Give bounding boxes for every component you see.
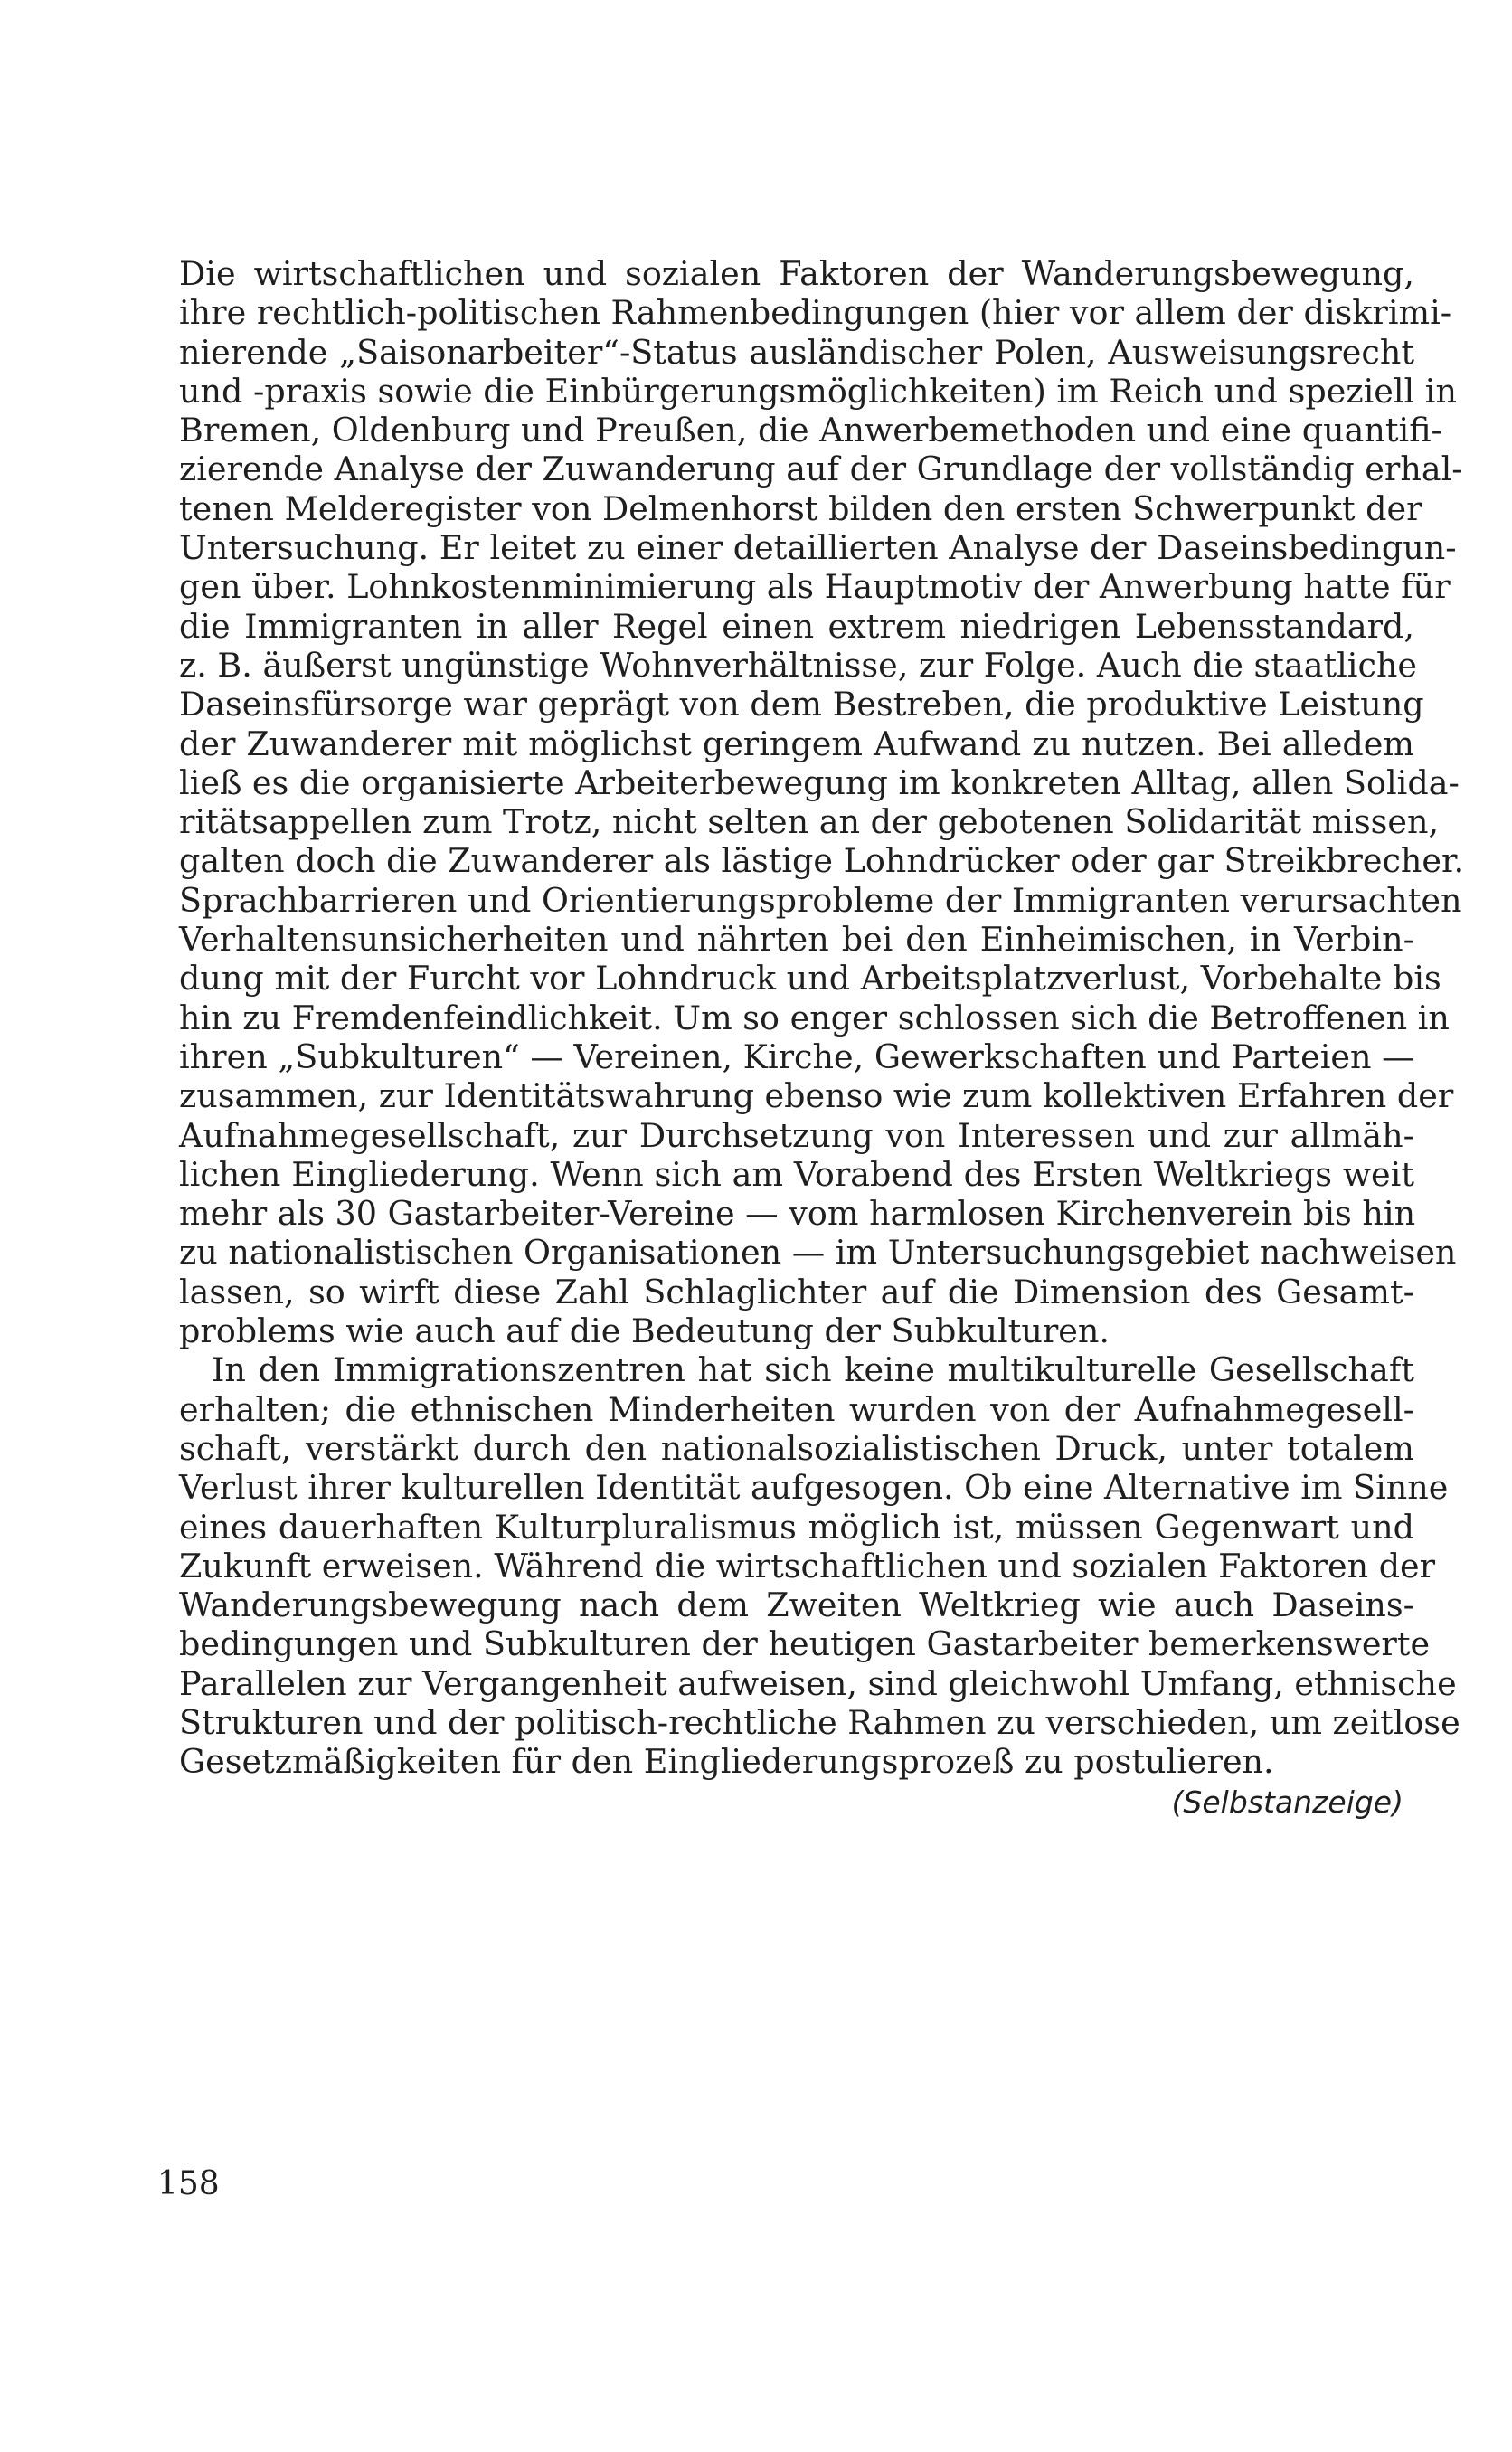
text-line: galten doch die Zuwanderer als lästige Lohndrücker oder gar Streikbrecher. [179, 841, 1465, 881]
text-line: Aufnahmegesellschaft, zur Durchsetzung von Interessen und zur allmäh- [179, 1115, 1414, 1155]
text-line: In den Immigrationszentren hat sich keine multikulturelle Gesellschaft [212, 1350, 1414, 1390]
text-line: und -praxis sowie die Einbürgerungsmöglichkeiten) im Reich und speziell in [179, 371, 1457, 411]
text-line: ritätsappellen zum Trotz, nicht selten an der gebotenen Solidarität missen, [179, 802, 1440, 842]
text-line: bedingungen und Subkulturen der heutigen Gastarbeiter bemerkenswerte [179, 1624, 1431, 1664]
signature: (Selbstanzeige) [1171, 1784, 1403, 1820]
text-line: problems wie auch auf die Bedeutung der Subkulturen. [179, 1311, 1110, 1351]
text-line: tenen Melderegister von Delmenhorst bilden den ersten Schwerpunkt der [179, 488, 1422, 528]
text-line: zusammen, zur Identitätswahrung ebenso wie zum kollektiven Erfahren der [179, 1076, 1454, 1116]
text-line: Verlust ihrer kulturellen Identität aufgesogen. Ob eine Alternative im Sinne [179, 1468, 1449, 1508]
signature-line [179, 1782, 1414, 1822]
text-line: lichen Eingliederung. Wenn sich am Vorabend des Ersten Weltkriegs weit [179, 1154, 1414, 1194]
text-line: lassen, so wirft diese Zahl Schlaglichter auf die Dimension des Gesamt- [179, 1272, 1414, 1311]
text-line: die Immigranten in aller Regel einen extrem niedrigen Lebensstandard, [179, 606, 1414, 646]
text-line: Gesetzmäßigkeiten für den Eingliederungsprozeß zu postulieren. [179, 1742, 1274, 1782]
text-line: nierende „Saisonarbeiter“-Status ausländischer Polen, Ausweisungsrecht [179, 332, 1414, 372]
body-text [179, 254, 1465, 1822]
text-line: gen über. Lohnkostenminimierung als Hauptmotiv der Anwerbung hatte für [179, 567, 1451, 607]
text-line: Die wirtschaftlichen und sozialen Faktoren der Wanderungsbewegung, [179, 254, 1414, 293]
text-line: dung mit der Furcht vor Lohndruck und Arbeitsplatzverlust, Vorbehalte bis [179, 959, 1441, 999]
text-line: Zukunft erweisen. Während die wirtschaftlichen und sozialen Faktoren der [179, 1546, 1436, 1586]
text-line: Untersuchung. Er leitet zu einer detaillierten Analyse der Daseinsbedingun- [179, 528, 1457, 568]
text-line: schaft, verstärkt durch den nationalsozialistischen Druck, unter totalem [179, 1428, 1414, 1468]
text-line: Parallelen zur Vergangenheit aufweisen, sind gleichwohl Umfang, ethnische [179, 1663, 1457, 1703]
text-line: Wanderungsbewegung nach dem Zweiten Weltkrieg wie auch Daseins- [179, 1586, 1414, 1625]
text-line: erhalten; die ethnischen Minderheiten wurden von der Aufnahmegesell- [179, 1389, 1414, 1429]
text-line: z. B. äußerst ungünstige Wohnverhältnisse, zur Folge. Auch die staatliche [179, 645, 1418, 685]
text-line: hin zu Fremdenfeindlichkeit. Um so enger schlossen sich die Betroffenen in [179, 998, 1450, 1037]
paragraph-2 [179, 1350, 1460, 1782]
text-line: eines dauerhaften Kulturpluralismus möglich ist, müssen Gegenwart und [179, 1507, 1414, 1547]
page-number: 158 [157, 2165, 220, 2202]
text-line: Bremen, Oldenburg und Preußen, die Anwerbemethoden und eine quantifi- [179, 411, 1442, 450]
paragraph-1 [179, 254, 1465, 1351]
text-line: Strukturen und der politisch-rechtliche Rahmen zu verschieden, um zeitlose [179, 1702, 1460, 1742]
text-line: ihre rechtlich-politischen Rahmenbedingungen (hier vor allem der diskrimi- [179, 293, 1452, 333]
text-line: zierende Analyse der Zuwanderung auf der Grundlage der vollständig erhal- [179, 450, 1463, 489]
text-line: Sprachbarrieren und Orientierungsprobleme der Immigranten verursachten [179, 880, 1462, 920]
text-line: Verhaltensunsicherheiten und nährten bei den Einheimischen, in Verbin- [179, 920, 1414, 960]
text-line: ihren „Subkulturen“ — Vereinen, Kirche, Gewerkschaften und Parteien — [179, 1037, 1415, 1076]
text-line: ließ es die organisierte Arbeiterbewegung im konkreten Alltag, allen Solida- [179, 762, 1460, 802]
text-line: der Zuwanderer mit möglichst geringem Aufwand zu nutzen. Bei alledem [179, 724, 1414, 763]
text-line: zu nationalistischen Organisationen — im Untersuchungsgebiet nachweisen [179, 1233, 1457, 1273]
text-line: Daseinsfürsorge war geprägt von dem Bestreben, die produktive Leistung [179, 685, 1424, 724]
text-line: mehr als 30 Gastarbeiter-Vereine — vom harmlosen Kirchenverein bis hin [179, 1194, 1416, 1234]
